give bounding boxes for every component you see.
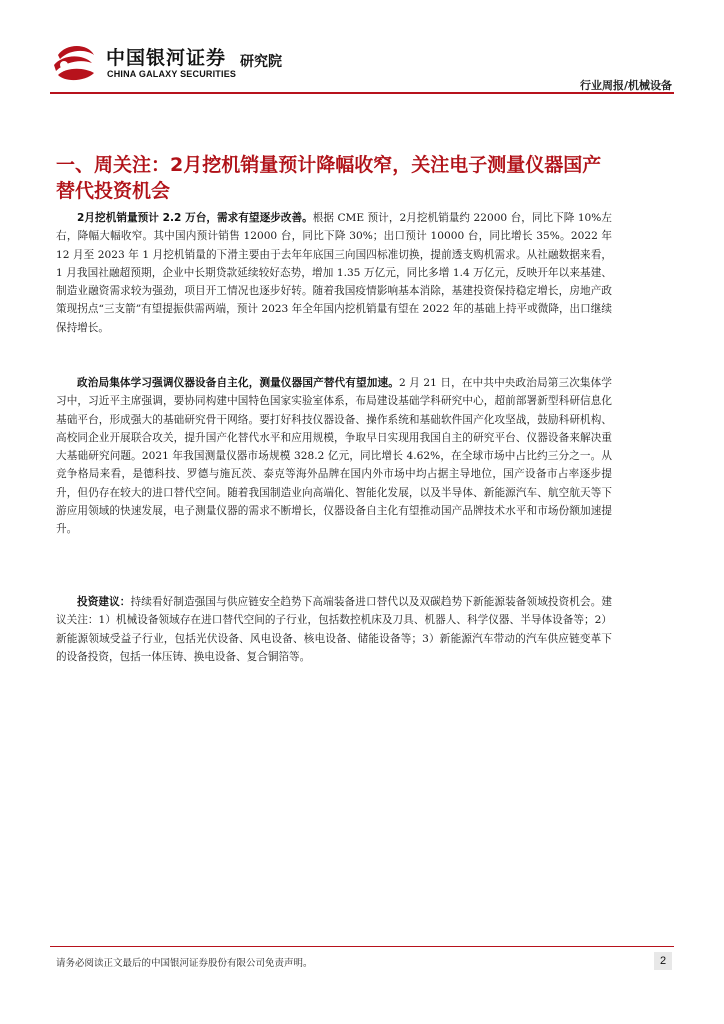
paragraph-investment-advice [56,593,612,666]
paragraph-body: 持续看好制造强国与供应链安全趋势下高端装备进口替代以及双碳趋势下新能源装备领域投资机会。建议关注：1）机械设备领域存在进口替代空间的子行业，包括数控机床及刀具、机器人、科学仪器、半导体设备等；2）新能源领域受益子行业，包括光伏设备、风电设备、核电设备、储能设备等；3）新能源汽车带动的汽车供应链变革下的设备投资，包括一体压铸、换电设备、复合铜箔等。 [56,596,613,663]
header-divider [50,92,674,94]
galaxy-logo-icon [50,41,98,85]
footer-disclaimer: 请务必阅读正文最后的中国银河证券股份有限公司免责声明。 [56,958,313,969]
paragraph-excavator [56,209,612,337]
paragraph-lead: 政治局集体学习强调仪器设备自主化，测量仪器国产替代有望加速。 [77,377,399,389]
page-header [50,35,674,95]
section-title: 一、周关注：2月挖机销量预计降幅收窄，关注电子测量仪器国产替代投资机会 [56,154,602,202]
report-category: 行业周报/机械设备 [579,79,672,92]
brand-name-en: CHINA GALAXY SECURITIES [107,69,237,79]
paragraph-instruments [56,374,612,539]
institute-label: 研究院 [240,54,282,70]
page-number: 2 [654,952,672,970]
paragraph-body: 根据 CME 预计，2月挖机销量约 22000 台，同比下降 10%左右，降幅大幅收窄。其中国内预计销售 12000 台，同比下降 30%；出口预计 10000 台，同比增长 35%。2022 年 12 月至 2023 年 1 月挖机销量的下滑主要由于去年年底国三向国四标准切换，提前透支购机需求。从社融数据来看，1 月我国社融超预期，企业中长期贷款延续较好态势，增加 1.35 万亿元，同比多增 1.4 万亿元，反映开年以来基建、制造业融资需求较为强劲，项目开工情况也逐步好转。随着我国疫情影响基本消除，基建投资保持稳定增长，房地产政策现拐点“三支箭”有望提振供需两端，预计 2023 年全年国内挖机销量有望在 2022 年的基础上持平或微降，出口继续保持增长。 [56,212,613,334]
paragraph-lead: 投资建议： [77,596,131,608]
paragraph-lead: 2月挖机销量预计 2.2 万台，需求有望逐步改善。 [77,212,313,224]
footer-divider [50,946,674,947]
paragraph-body: 2 月 21 日，在中共中央政治局第三次集体学习中，习近平主席强调，要协同构建中国特色国家实验室体系，布局建设基础学科研究中心，超前部署新型科研信息化基础平台，形成强大的基础研究骨干网络。要打好科技仪器设备、操作系统和基础软件国产化攻坚战，鼓励科研机构、高校同企业开展联合攻关，提升国产化替代水平和应用规模，争取早日实现用我国自主的研究平台、仪器设备来解决重大基础研究问题。2021 年我国测量仪器市场规模 328.2 亿元，同比增长 4.62%，在全球市场中占比约三分之一。从竞争格局来看，是德科技、罗德与施瓦茨、泰克等海外品牌在国内外市场中均占据主导地位，国产设备市占率逐步提升，但仍存在较大的进口替代空间。随着我国制造业向高端化、智能化发展，以及半导体、新能源汽车、航空航天等下游应用领域的快速发展，电子测量仪器的需求不断增长，仪器设备自主化有望推动国产品牌技术水平和市场份额加速提升。 [56,377,612,536]
brand-name-cn: 中国银河证券 [106,47,227,69]
